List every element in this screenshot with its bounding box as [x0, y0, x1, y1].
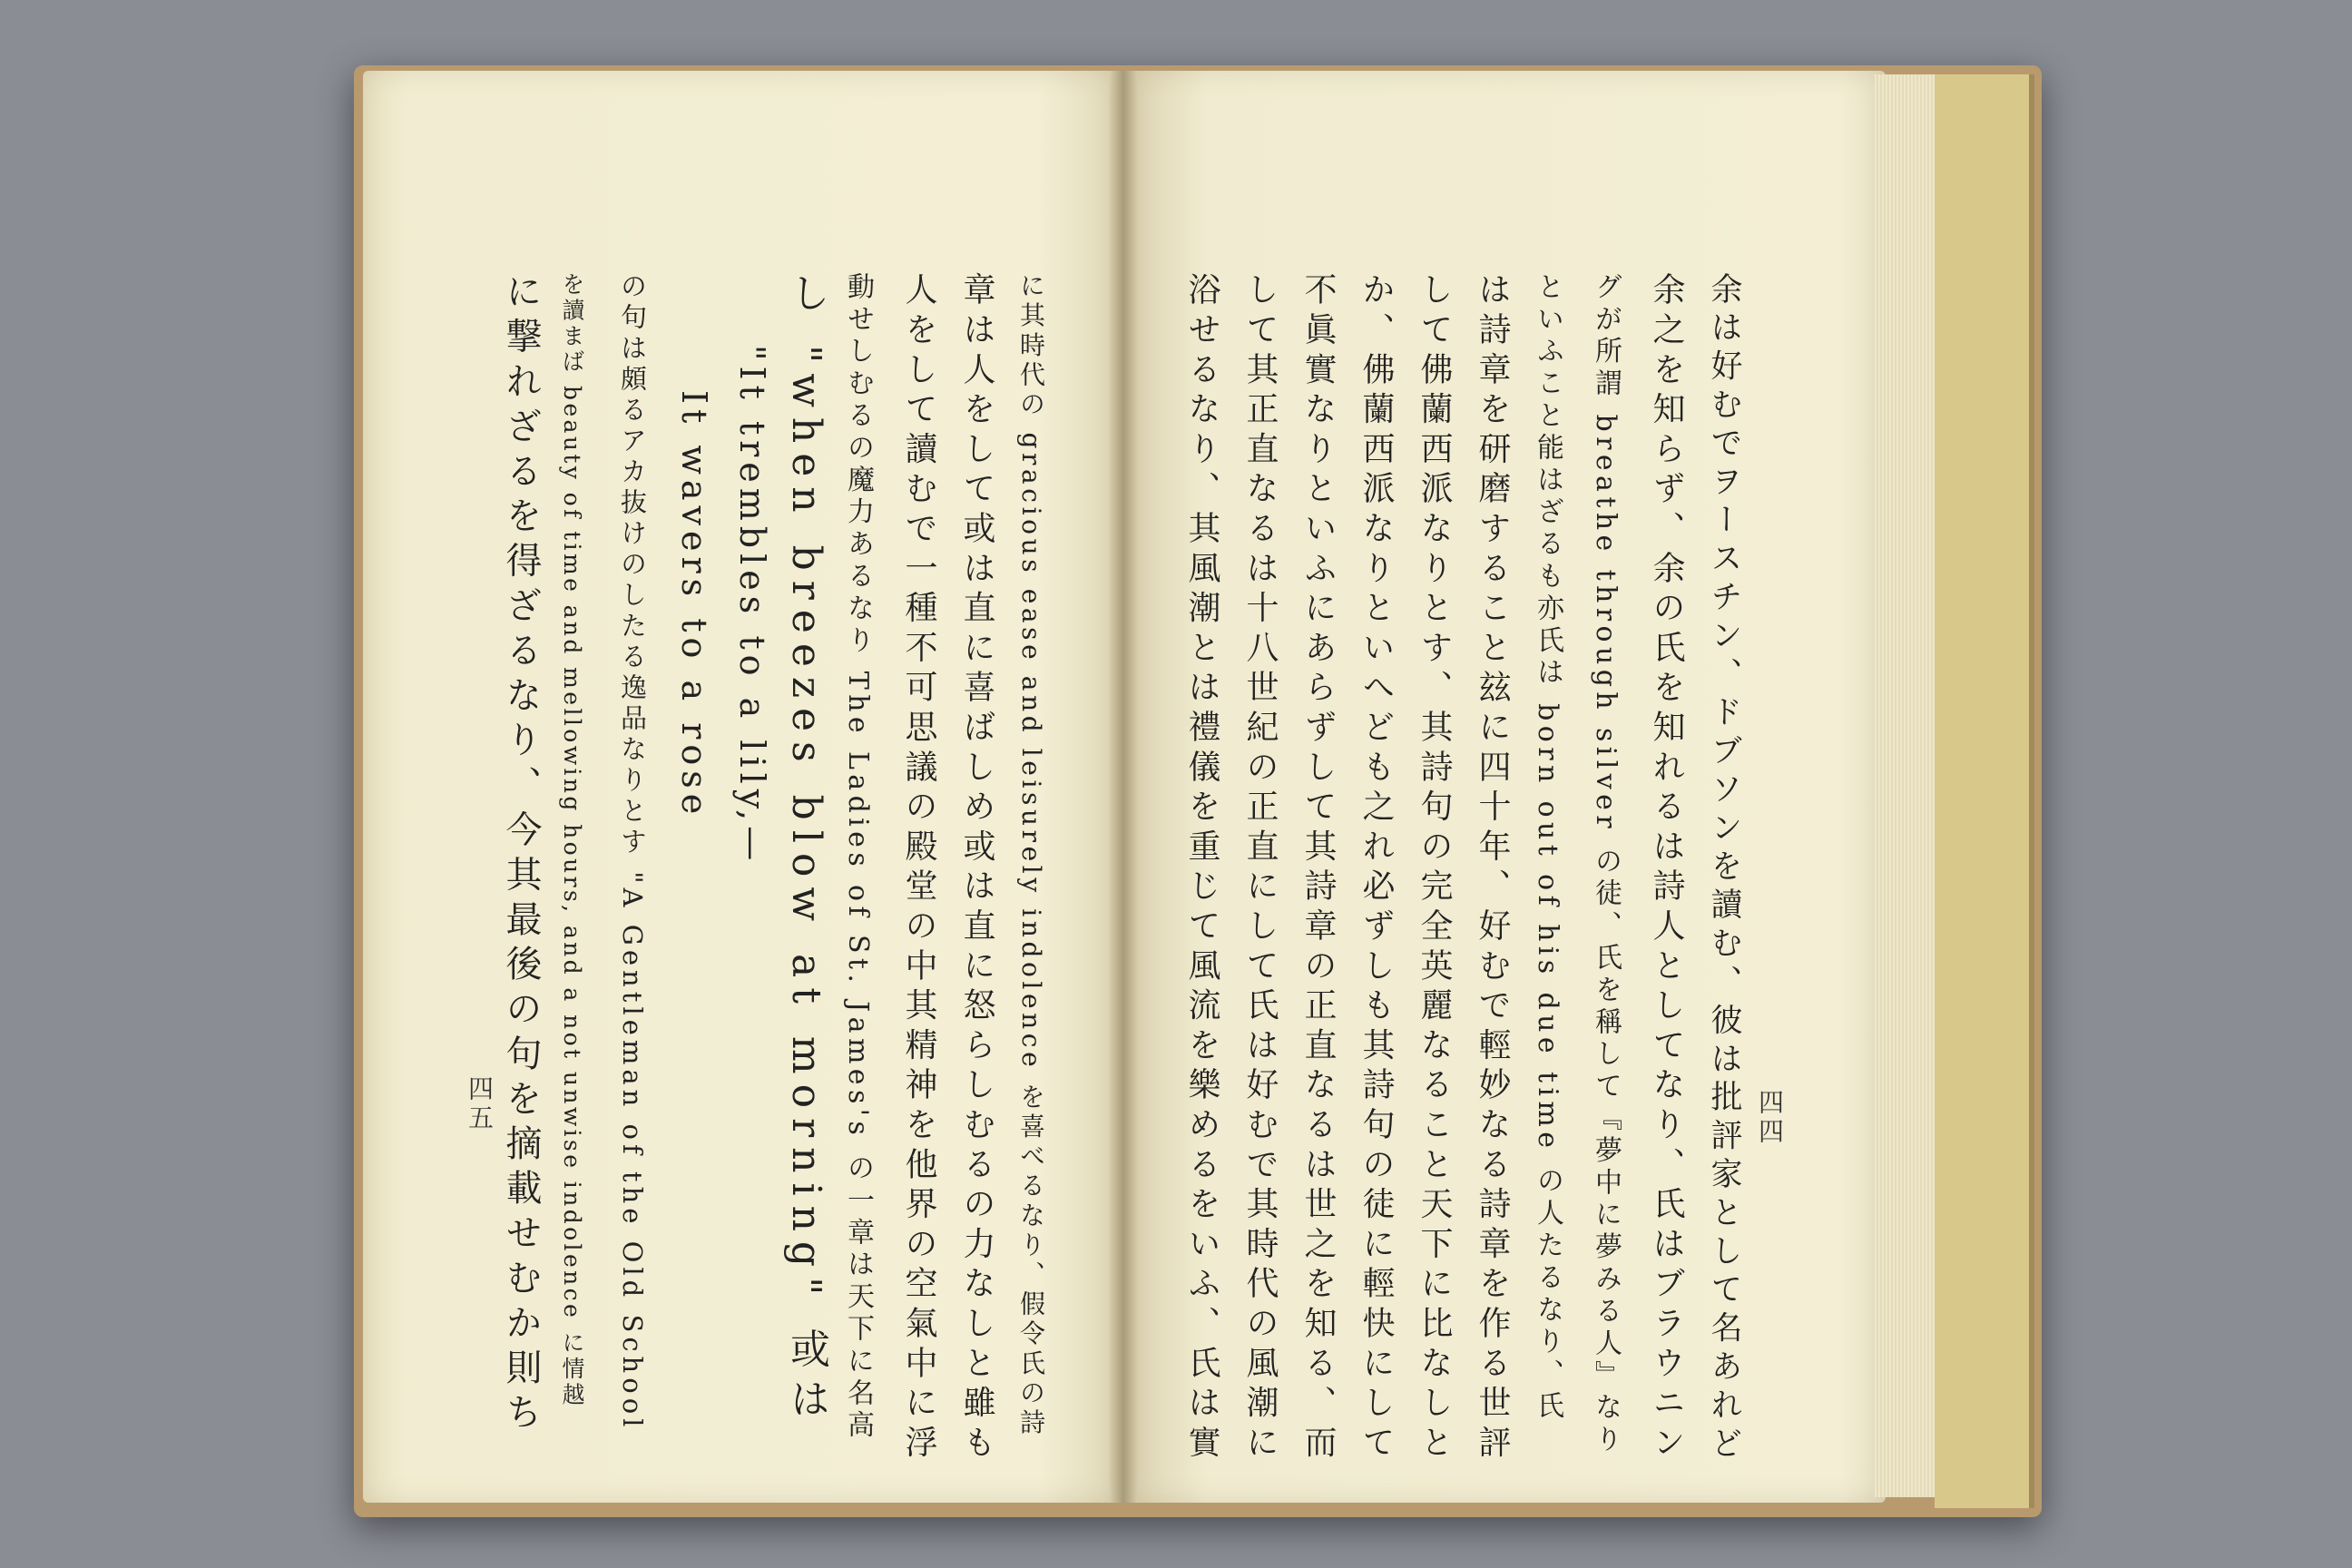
page-edges: [1875, 74, 1935, 1497]
text-line: 章は人をして或は直に喜ばしめ或は直に怒らしむるの力なしと雖も: [958, 272, 995, 1465]
quote-line: It wavers to a rose: [674, 390, 714, 820]
text-line: の句は頗るアカ抜けのしたる逸品なりとす "A Gentleman of the Old School: [617, 272, 648, 1432]
text-line: か、佛蘭西派なりといへども之れ必ずしも其詩句の徒に輕快にして: [1357, 272, 1395, 1465]
text-line: 余は好むでヲースチン、ドブソンを讀む、彼は批評家として名あれど: [1706, 272, 1742, 1465]
page-number-right: 四四: [1755, 1089, 1785, 1147]
text-line: を讀まば beauty of time and mellowing hours, and a not unwise indolence に情越: [559, 272, 585, 1408]
text-line: 動せしむるの魔力あるなり The Ladies of St. James's の一章は天下に名高: [842, 272, 874, 1443]
text-line: グが所謂 breathe through silver の徒、氏を稱して『夢中に夢みる人』なり: [1590, 272, 1622, 1457]
book-gutter: [1109, 71, 1138, 1503]
text-line: 不眞實なりといふにあらずして其詩章の正直なるは世之を知る、而: [1299, 272, 1337, 1465]
text-line: して其正直なるは十八世紀の正直にして氏は好むで其時代の風潮に: [1241, 272, 1279, 1465]
text-line: は詩章を研磨すること玆に四十年、好むで輕妙なる詩章を作る世評: [1474, 272, 1511, 1465]
page-number-left: 四五: [465, 1075, 495, 1133]
text-line: 余之を知らず、余の氏を知れるは詩人としてなり、氏はブラウニン: [1648, 272, 1685, 1465]
text-line: といふこと能はざるも亦氏は born out of his due time の人たるなり、氏: [1532, 272, 1563, 1424]
end-paper: [1935, 74, 2034, 1508]
text-line: 浴せるなり、其風潮とは禮儀を重じて風流を樂めるをいふ、氏は實: [1183, 272, 1220, 1465]
text-line: し "when breezes blow at morning" 或は: [783, 272, 829, 1428]
text-line: に其時代の gracious ease and leisurely indolence を喜べるなり、假令氏の詩: [1016, 272, 1046, 1438]
quote-line: "It trembles to a lily,—: [732, 345, 772, 867]
text-line: に撃れざるを得ざるなり、今其最後の句を摘載せむか則ち: [500, 272, 542, 1438]
text-line: 人をして讀むで一種不可思議の殿堂の中其精神を他界の空氣中に浮: [900, 272, 937, 1465]
text-line: して佛蘭西派なりとす、其詩句の完全英麗なること天下に比なしと: [1416, 272, 1453, 1465]
